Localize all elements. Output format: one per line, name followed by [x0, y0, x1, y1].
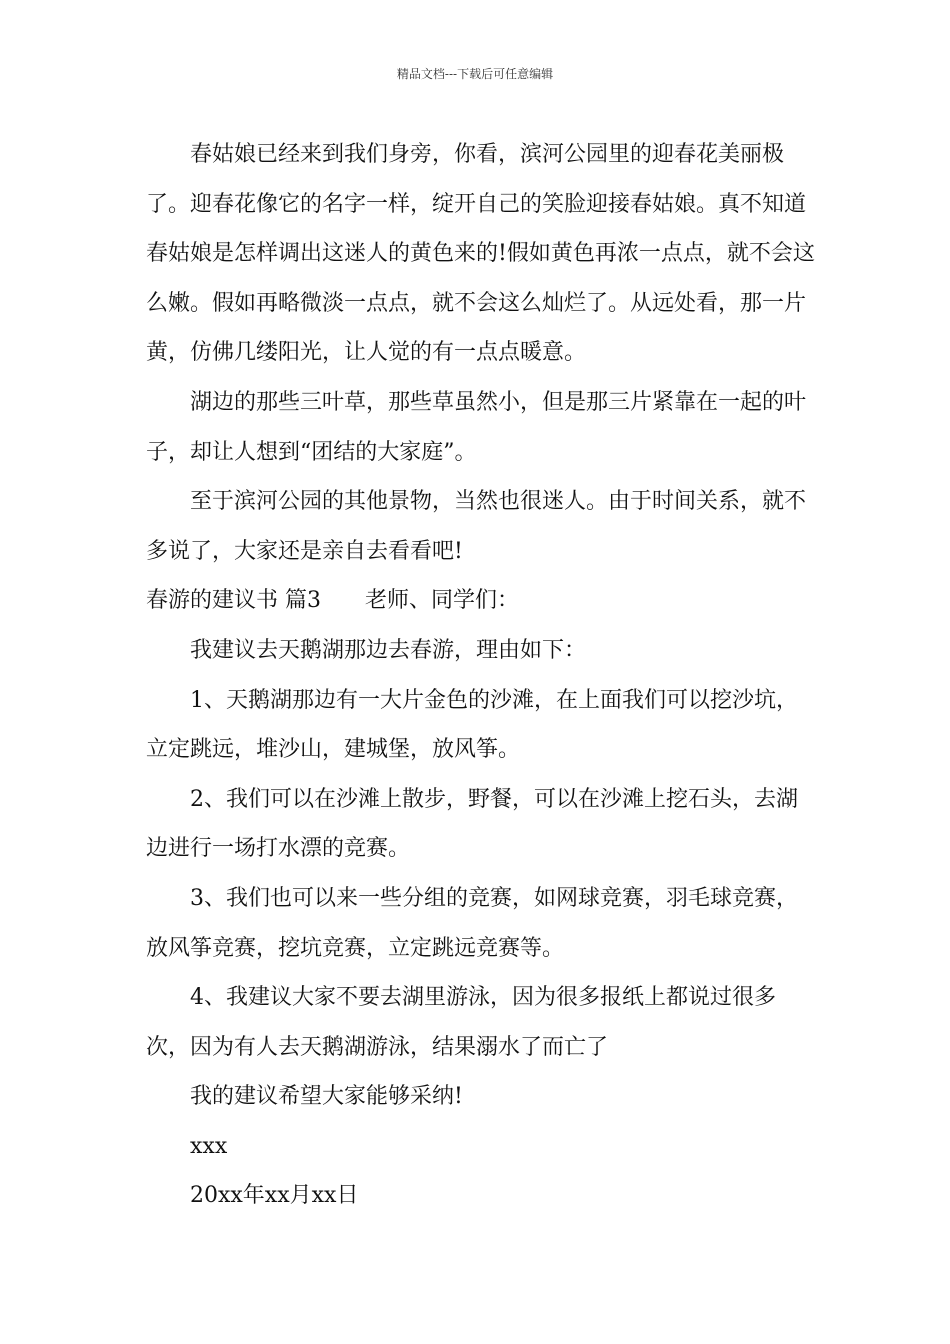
section-title-line: [146, 576, 818, 626]
date: 20xx年xx月xx日: [190, 1183, 359, 1209]
paragraph-other-scenery: 至于滨河公园的其他景物，当然也很迷人。由于时间关系，就不多说了，大家还是亲自去看看吧!: [146, 489, 807, 564]
paragraph-reason-1: 1、天鹅湖那边有一大片金色的沙滩，在上面我们可以挖沙坑，立定跳远，堆沙山，建城堡，放风筝。: [146, 687, 798, 763]
salutation: 老师、同学们：: [365, 588, 520, 614]
paragraph-proposal-intro: 我建议去天鹅湖那边去春游，理由如下：: [190, 637, 587, 663]
paragraph-closing: 我的建议希望大家能够采纳!: [190, 1084, 463, 1110]
paragraph-reason-3: 3、我们也可以来一些分组的竞赛，如网球竞赛，羽毛球竞赛，放风筝竞赛，挖坑竞赛，立定跳远竞赛等。: [146, 885, 798, 961]
document-body: [146, 130, 818, 1221]
paragraph-reason-4: 4、我建议大家不要去湖里游泳，因为很多报纸上都说过很多次，因为有人去天鹅湖游泳，结果溺水了而亡了: [146, 985, 776, 1060]
paragraph-spring-flowers: 春姑娘已经来到我们身旁，你看，滨河公园里的迎春花美丽极了。迎春花像它的名字一样，绽开自己的笑脸迎接春姑娘。真不知道春姑娘是怎样调出这迷人的黄色来的!假如黄色再浓一点点，就不会这么嫩。假如再略微淡一点点，就不会这么灿烂了。从远处看，那一片黄，仿佛几缕阳光，让人觉的有一点点暖意。: [146, 142, 815, 366]
section-title: 春游的建议书 篇3: [146, 588, 321, 614]
paragraph-clover: 湖边的那些三叶草，那些草虽然小，但是那三片紧靠在一起的叶子，却让人想到“团结的大家庭”。: [146, 389, 807, 465]
paragraph-reason-2: 2、我们可以在沙滩上散步，野餐，可以在沙滩上挖石头，去湖边进行一场打水漂的竞赛。: [146, 786, 798, 862]
signature: xxx: [190, 1133, 228, 1159]
page-header: 精品文档---下载后可任意编辑: [396, 67, 554, 81]
